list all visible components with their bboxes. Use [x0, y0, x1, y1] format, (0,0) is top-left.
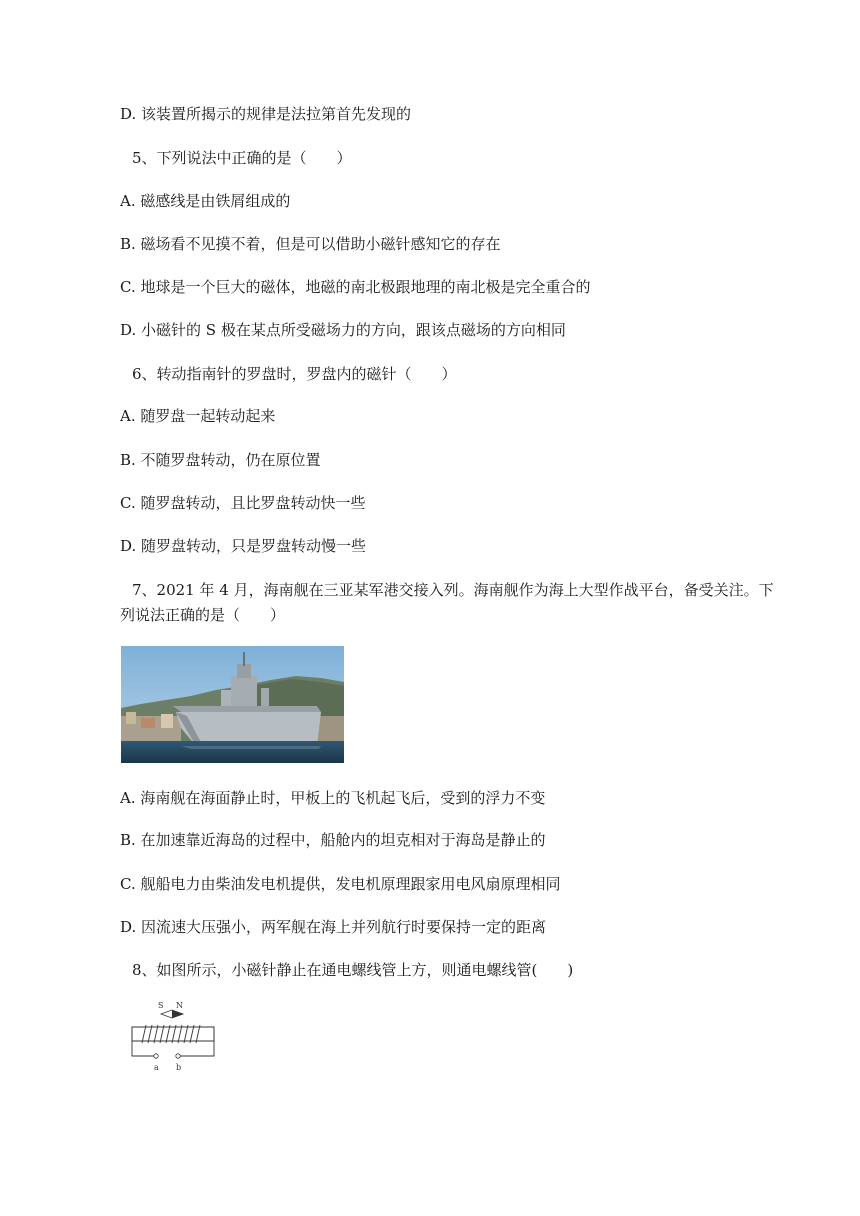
- q7-option-a: A. 海南舰在海面静止时，甲板上的飞机起飞后，受到的浮力不变: [120, 789, 546, 807]
- terminal-b-label: b: [176, 1063, 182, 1072]
- question-7-line-1: 7、2021 年 4 月，海南舰在三亚某军港交接入列。海南舰作为海上大型作战平台，备受关注。下: [132, 581, 774, 599]
- question-8: 8、如图所示，小磁针静止在通电螺线管上方，则通电螺线管( ): [132, 961, 574, 979]
- question-5: 5、下列说法中正确的是（ ）: [132, 149, 352, 167]
- q5-option-a: A. 磁感线是由铁屑组成的: [120, 192, 291, 210]
- needle-s-label: S: [158, 1001, 164, 1010]
- terminal-b: [176, 1054, 180, 1058]
- q5-option-c: C. 地球是一个巨大的磁体，地磁的南北极跟地理的南北极是完全重合的: [120, 278, 591, 296]
- q6-option-c: C. 随罗盘转动，且比罗盘转动快一些: [120, 494, 366, 512]
- terminal-a: [154, 1054, 158, 1058]
- q7-option-b: B. 在加速靠近海岛的过程中，船舱内的坦克相对于海岛是静止的: [120, 831, 546, 849]
- needle-n-label: N: [176, 1001, 183, 1010]
- terminal-a-label: a: [154, 1063, 159, 1072]
- q7-option-d: D. 因流速大压强小，两军舰在海上并列航行时要保持一定的距离: [120, 918, 547, 936]
- q7-option-c: C. 舰船电力由柴油发电机提供，发电机原理跟家用电风扇原理相同: [120, 875, 561, 893]
- q5-option-b: B. 磁场看不见摸不着，但是可以借助小磁针感知它的存在: [120, 235, 501, 253]
- question-6: 6、转动指南针的罗盘时，罗盘内的磁针（ ）: [132, 365, 457, 383]
- q6-option-d: D. 随罗盘转动，只是罗盘转动慢一些: [120, 537, 367, 555]
- needle-north-half: [172, 1010, 183, 1018]
- q6-option-a: A. 随罗盘一起转动起来: [120, 407, 276, 425]
- q5-option-d: D. 小磁针的 S 极在某点所受磁场力的方向，跟该点磁场的方向相同: [120, 321, 566, 339]
- q4-option-d: D. 该装置所揭示的规律是法拉第首先发现的: [120, 105, 412, 123]
- warship-photo: [121, 646, 344, 763]
- solenoid-diagram: [128, 1000, 228, 1075]
- question-7-line-2: 列说法正确的是（ ）: [120, 606, 286, 624]
- q6-option-b: B. 不随罗盘转动，仍在原位置: [120, 451, 321, 469]
